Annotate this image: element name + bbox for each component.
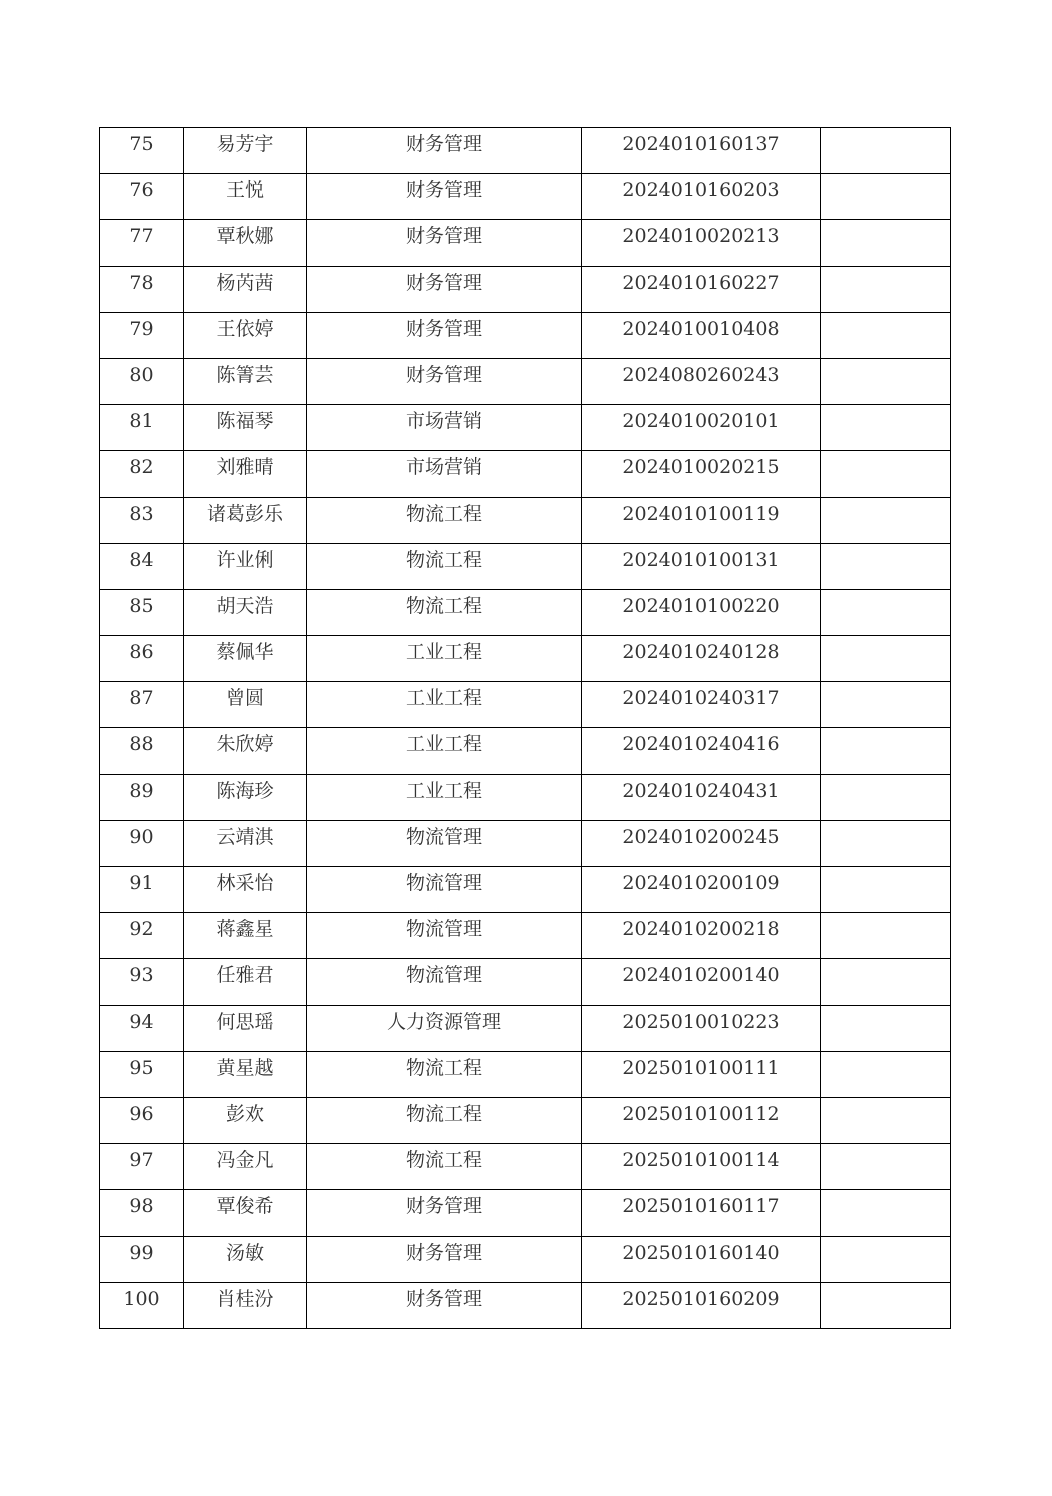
student-id-cell: 2024010100119 bbox=[582, 497, 821, 543]
note-cell bbox=[821, 220, 951, 266]
table-row bbox=[100, 636, 951, 682]
table-row bbox=[100, 543, 951, 589]
row-number-cell: 81 bbox=[100, 405, 184, 451]
table-row bbox=[100, 1282, 951, 1328]
table-row bbox=[100, 451, 951, 497]
major-cell: 人力资源管理 bbox=[307, 1005, 582, 1051]
note-cell bbox=[821, 1236, 951, 1282]
table-row bbox=[100, 1236, 951, 1282]
table-row bbox=[100, 959, 951, 1005]
student-name-cell: 何思瑶 bbox=[184, 1005, 307, 1051]
table-row bbox=[100, 1190, 951, 1236]
student-id-cell: 2024080260243 bbox=[582, 358, 821, 404]
row-number-cell: 83 bbox=[100, 497, 184, 543]
student-name-cell: 曾圆 bbox=[184, 682, 307, 728]
student-name-cell: 胡天浩 bbox=[184, 589, 307, 635]
student-name-cell: 肖桂汾 bbox=[184, 1282, 307, 1328]
table-row bbox=[100, 1005, 951, 1051]
note-cell bbox=[821, 774, 951, 820]
major-cell: 物流工程 bbox=[307, 543, 582, 589]
row-number-cell: 94 bbox=[100, 1005, 184, 1051]
student-name-cell: 覃秋娜 bbox=[184, 220, 307, 266]
student-id-cell: 2024010200140 bbox=[582, 959, 821, 1005]
row-number-cell: 85 bbox=[100, 589, 184, 635]
note-cell bbox=[821, 913, 951, 959]
student-name-cell: 陈箐芸 bbox=[184, 358, 307, 404]
student-name-cell: 彭欢 bbox=[184, 1097, 307, 1143]
student-name-cell: 蔡佩华 bbox=[184, 636, 307, 682]
note-cell bbox=[821, 589, 951, 635]
table-row bbox=[100, 820, 951, 866]
student-id-cell: 2024010160227 bbox=[582, 266, 821, 312]
major-cell: 财务管理 bbox=[307, 1190, 582, 1236]
table-row bbox=[100, 128, 951, 174]
table-row bbox=[100, 405, 951, 451]
row-number-cell: 86 bbox=[100, 636, 184, 682]
note-cell bbox=[821, 543, 951, 589]
student-id-cell: 2024010200109 bbox=[582, 867, 821, 913]
student-name-cell: 蒋鑫星 bbox=[184, 913, 307, 959]
note-cell bbox=[821, 1282, 951, 1328]
note-cell bbox=[821, 1005, 951, 1051]
major-cell: 物流工程 bbox=[307, 1144, 582, 1190]
table-row bbox=[100, 358, 951, 404]
row-number-cell: 79 bbox=[100, 312, 184, 358]
student-name-cell: 王依婷 bbox=[184, 312, 307, 358]
student-name-cell: 王悦 bbox=[184, 174, 307, 220]
note-cell bbox=[821, 728, 951, 774]
major-cell: 工业工程 bbox=[307, 774, 582, 820]
table-row bbox=[100, 312, 951, 358]
note-cell bbox=[821, 128, 951, 174]
note-cell bbox=[821, 682, 951, 728]
student-name-cell: 刘雅晴 bbox=[184, 451, 307, 497]
major-cell: 工业工程 bbox=[307, 682, 582, 728]
row-number-cell: 87 bbox=[100, 682, 184, 728]
student-name-cell: 云靖淇 bbox=[184, 820, 307, 866]
major-cell: 物流管理 bbox=[307, 913, 582, 959]
row-number-cell: 99 bbox=[100, 1236, 184, 1282]
row-number-cell: 82 bbox=[100, 451, 184, 497]
note-cell bbox=[821, 497, 951, 543]
major-cell: 财务管理 bbox=[307, 220, 582, 266]
student-name-cell: 林采怡 bbox=[184, 867, 307, 913]
student-name-cell: 覃俊希 bbox=[184, 1190, 307, 1236]
row-number-cell: 97 bbox=[100, 1144, 184, 1190]
table-row bbox=[100, 774, 951, 820]
major-cell: 物流工程 bbox=[307, 589, 582, 635]
student-id-cell: 2025010100111 bbox=[582, 1051, 821, 1097]
table-row bbox=[100, 497, 951, 543]
major-cell: 物流工程 bbox=[307, 497, 582, 543]
note-cell bbox=[821, 312, 951, 358]
major-cell: 物流工程 bbox=[307, 1097, 582, 1143]
table-row bbox=[100, 728, 951, 774]
note-cell bbox=[821, 867, 951, 913]
row-number-cell: 78 bbox=[100, 266, 184, 312]
major-cell: 物流管理 bbox=[307, 959, 582, 1005]
table-row bbox=[100, 913, 951, 959]
note-cell bbox=[821, 174, 951, 220]
student-name-cell: 许业俐 bbox=[184, 543, 307, 589]
student-id-cell: 2024010200218 bbox=[582, 913, 821, 959]
note-cell bbox=[821, 266, 951, 312]
row-number-cell: 88 bbox=[100, 728, 184, 774]
student-id-cell: 2024010020215 bbox=[582, 451, 821, 497]
student-id-cell: 2024010240431 bbox=[582, 774, 821, 820]
major-cell: 财务管理 bbox=[307, 1236, 582, 1282]
major-cell: 财务管理 bbox=[307, 266, 582, 312]
note-cell bbox=[821, 358, 951, 404]
note-cell bbox=[821, 636, 951, 682]
table-row bbox=[100, 1051, 951, 1097]
student-id-cell: 2024010100131 bbox=[582, 543, 821, 589]
row-number-cell: 84 bbox=[100, 543, 184, 589]
student-id-cell: 2024010200245 bbox=[582, 820, 821, 866]
student-list-table bbox=[99, 127, 951, 1329]
student-id-cell: 2025010010223 bbox=[582, 1005, 821, 1051]
major-cell: 财务管理 bbox=[307, 1282, 582, 1328]
row-number-cell: 93 bbox=[100, 959, 184, 1005]
row-number-cell: 92 bbox=[100, 913, 184, 959]
note-cell bbox=[821, 959, 951, 1005]
note-cell bbox=[821, 1190, 951, 1236]
table-row bbox=[100, 682, 951, 728]
note-cell bbox=[821, 820, 951, 866]
student-id-cell: 2025010160209 bbox=[582, 1282, 821, 1328]
student-id-cell: 2024010100220 bbox=[582, 589, 821, 635]
major-cell: 财务管理 bbox=[307, 312, 582, 358]
note-cell bbox=[821, 405, 951, 451]
student-id-cell: 2024010010408 bbox=[582, 312, 821, 358]
major-cell: 物流工程 bbox=[307, 1051, 582, 1097]
student-id-cell: 2025010100114 bbox=[582, 1144, 821, 1190]
major-cell: 财务管理 bbox=[307, 358, 582, 404]
row-number-cell: 98 bbox=[100, 1190, 184, 1236]
row-number-cell: 96 bbox=[100, 1097, 184, 1143]
student-id-cell: 2025010160117 bbox=[582, 1190, 821, 1236]
row-number-cell: 80 bbox=[100, 358, 184, 404]
major-cell: 工业工程 bbox=[307, 636, 582, 682]
student-id-cell: 2024010160137 bbox=[582, 128, 821, 174]
student-id-cell: 2025010100112 bbox=[582, 1097, 821, 1143]
major-cell: 财务管理 bbox=[307, 128, 582, 174]
note-cell bbox=[821, 1051, 951, 1097]
student-name-cell: 汤敏 bbox=[184, 1236, 307, 1282]
student-id-cell: 2025010160140 bbox=[582, 1236, 821, 1282]
table-row bbox=[100, 589, 951, 635]
student-name-cell: 任雅君 bbox=[184, 959, 307, 1005]
table-row bbox=[100, 867, 951, 913]
row-number-cell: 77 bbox=[100, 220, 184, 266]
table-row bbox=[100, 266, 951, 312]
student-name-cell: 冯金凡 bbox=[184, 1144, 307, 1190]
student-id-cell: 2024010020101 bbox=[582, 405, 821, 451]
note-cell bbox=[821, 1144, 951, 1190]
major-cell: 物流管理 bbox=[307, 867, 582, 913]
table-body bbox=[100, 128, 951, 1329]
major-cell: 市场营销 bbox=[307, 405, 582, 451]
row-number-cell: 75 bbox=[100, 128, 184, 174]
major-cell: 物流管理 bbox=[307, 820, 582, 866]
note-cell bbox=[821, 451, 951, 497]
row-number-cell: 76 bbox=[100, 174, 184, 220]
table-row bbox=[100, 1097, 951, 1143]
row-number-cell: 89 bbox=[100, 774, 184, 820]
row-number-cell: 90 bbox=[100, 820, 184, 866]
student-id-cell: 2024010240416 bbox=[582, 728, 821, 774]
student-name-cell: 易芳宇 bbox=[184, 128, 307, 174]
student-name-cell: 陈福琴 bbox=[184, 405, 307, 451]
student-id-cell: 2024010240317 bbox=[582, 682, 821, 728]
table-row bbox=[100, 174, 951, 220]
student-id-cell: 2024010240128 bbox=[582, 636, 821, 682]
student-id-cell: 2024010020213 bbox=[582, 220, 821, 266]
student-name-cell: 朱欣婷 bbox=[184, 728, 307, 774]
student-name-cell: 诸葛彭乐 bbox=[184, 497, 307, 543]
student-name-cell: 陈海珍 bbox=[184, 774, 307, 820]
major-cell: 市场营销 bbox=[307, 451, 582, 497]
table-row bbox=[100, 220, 951, 266]
table-row bbox=[100, 1144, 951, 1190]
note-cell bbox=[821, 1097, 951, 1143]
row-number-cell: 91 bbox=[100, 867, 184, 913]
major-cell: 财务管理 bbox=[307, 174, 582, 220]
student-id-cell: 2024010160203 bbox=[582, 174, 821, 220]
student-name-cell: 黄星越 bbox=[184, 1051, 307, 1097]
row-number-cell: 100 bbox=[100, 1282, 184, 1328]
row-number-cell: 95 bbox=[100, 1051, 184, 1097]
major-cell: 工业工程 bbox=[307, 728, 582, 774]
student-name-cell: 杨芮茜 bbox=[184, 266, 307, 312]
